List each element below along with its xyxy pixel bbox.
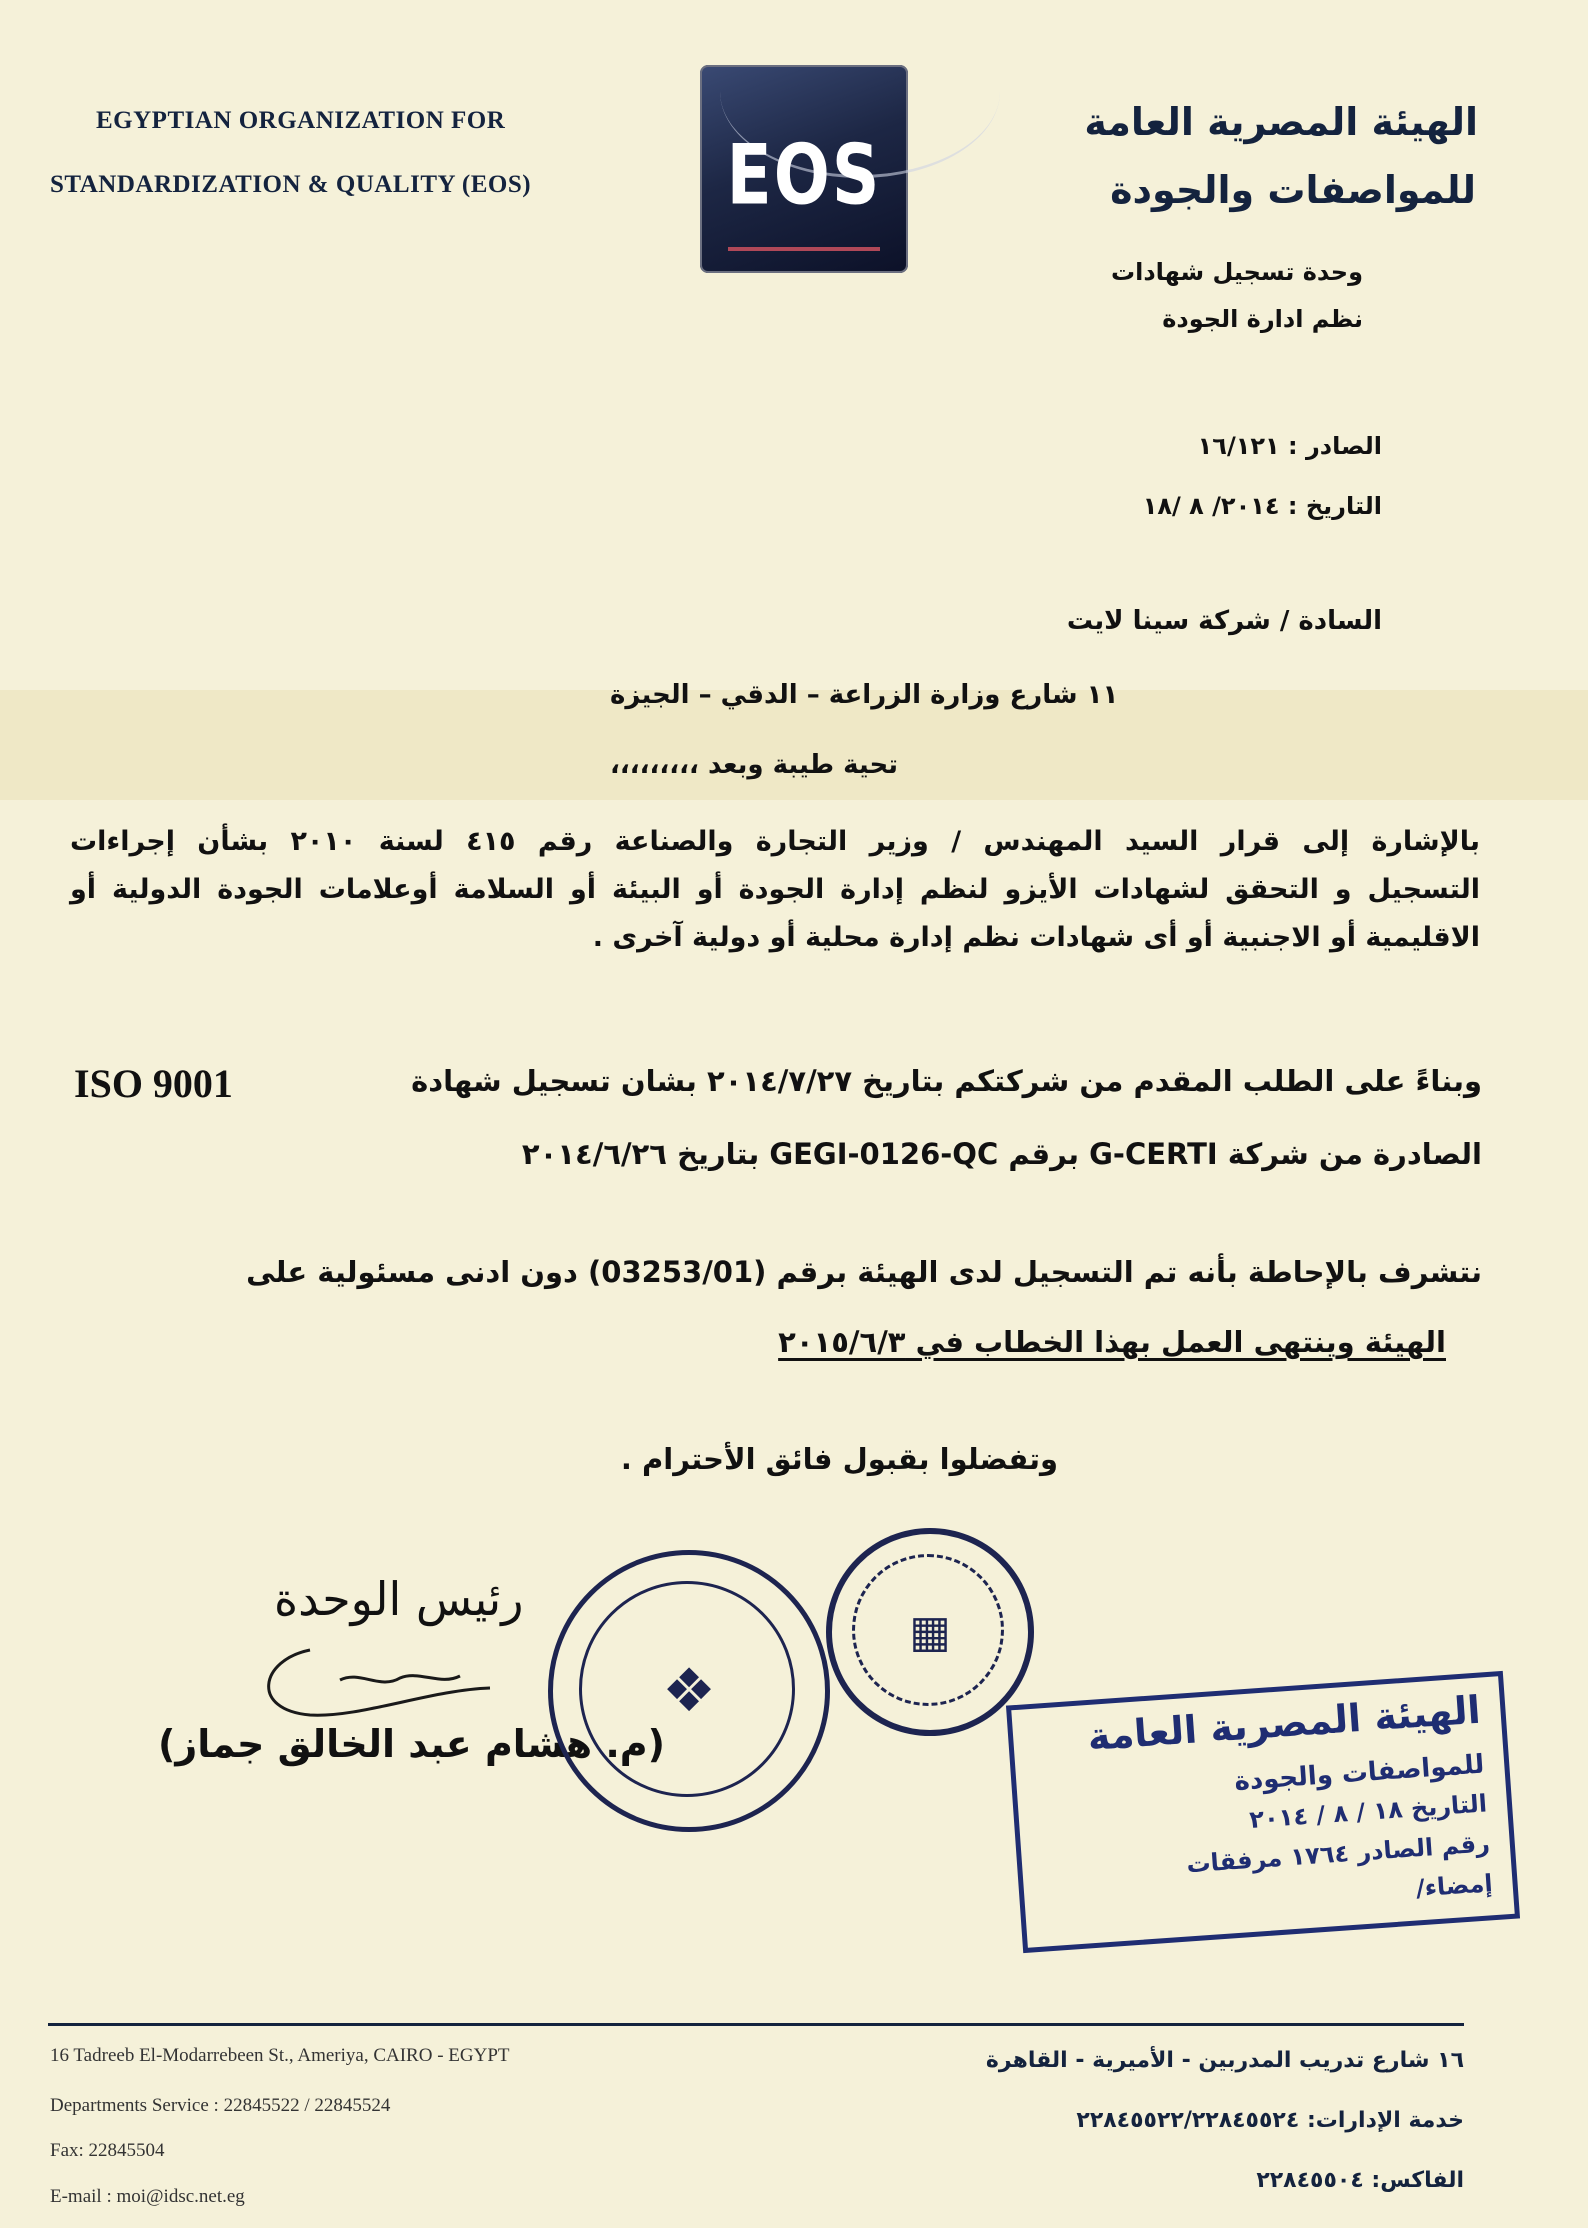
logo-text: EOS	[726, 127, 882, 224]
recipient-address: ١١ شارع وزارة الزراعة – الدقي – الجيزة	[610, 680, 1119, 710]
request-line: وبناءً على الطلب المقدم من شركتكم بتاريخ ٢٠١٤/٧/٢٧ بشان تسجيل شهادة	[411, 1064, 1482, 1098]
received-stamp	[1006, 1671, 1520, 1953]
iso-standard-label: ISO 9001	[74, 1061, 233, 1106]
unit-name-line1: وحدة تسجيل شهادات	[1110, 258, 1363, 286]
footer-fax-ar: الفاكس: ٢٢٨٤٥٥٠٤	[1256, 2168, 1464, 2193]
round-stamp	[826, 1528, 1034, 1736]
stamp-signature: إمضاء/	[1414, 1869, 1494, 1903]
org-name-english-line2: STANDARDIZATION & QUALITY (EOS)	[50, 171, 532, 198]
paragraph-line: التسجيل و التحقق لشهادات الأيزو لنظم إدارة الجودة أو البيئة أو السلامة أوعلامات الجودة الدولية أو	[70, 874, 1480, 905]
handwritten-signature	[250, 1620, 510, 1730]
letter-date: التاريخ : ٢٠١٤/ ٨ /١٨	[1142, 492, 1382, 520]
official-seal	[548, 1550, 830, 1832]
stamp-org-line1: الهيئة المصرية العامة	[1086, 1687, 1482, 1759]
stamp-org-line2: للمواصفات والجودة	[1233, 1749, 1486, 1797]
footer-service-en: Departments Service : 22845522 / 22845524	[50, 2095, 391, 2116]
stamp-date: التاريخ ١٨ / ٨ / ٢٠١٤	[1248, 1789, 1488, 1834]
footer-email-en: E-mail : moi@idsc.net.eg	[50, 2186, 245, 2207]
footer-address-en: 16 Tadreeb El-Modarrebeen St., Ameriya, CAIRO - EGYPT	[50, 2045, 510, 2066]
org-name-english-line1: EGYPTIAN ORGANIZATION FOR	[96, 107, 506, 134]
footer-divider	[48, 2023, 1464, 2026]
certificate-line: الصادرة من شركة G-CERTI برقم GEGI-0126-QC بتاريخ ٢٠١٤/٦/٢٦	[521, 1137, 1482, 1171]
org-name-arabic-line1: الهيئة المصرية العامة	[1084, 100, 1478, 144]
reference-paragraph	[70, 818, 1480, 962]
eagle-emblem-icon: ❖	[662, 1656, 716, 1726]
registration-line1: نتشرف بالإحاطة بأنه تم التسجيل لدى الهيئة برقم (03253/01) دون ادنى مسئولية على	[246, 1255, 1482, 1289]
org-name-arabic-line2: للمواصفات والجودة	[1110, 168, 1476, 212]
issued-number: الصادر : ١٦/١٢١	[1197, 432, 1382, 460]
paragraph-line: بالإشارة إلى قرار السيد المهندس / وزير التجارة والصناعة رقم ٤١٥ لسنة ٢٠١٠ بشأن إجراءات	[70, 826, 1481, 857]
org-name-english	[50, 100, 610, 228]
signatory-title: رئيس الوحدة	[274, 1572, 524, 1626]
logo-bar	[728, 247, 880, 251]
eos-logo	[700, 65, 908, 273]
signatory-name: (م. هشام عبد الخالق جماز)	[158, 1722, 665, 1766]
unit-name-line2: نظم ادارة الجودة	[1162, 305, 1363, 333]
footer-fax-en: Fax: 22845504	[50, 2140, 165, 2161]
paragraph-line: الاقليمية أو الاجنبية أو أى شهادات نظم إدارة محلية أو دولية آخرى .	[592, 922, 1480, 953]
stamp-outgoing-number: رقم الصادر ١٧٦٤ مرفقات	[1185, 1829, 1491, 1879]
registration-line2: الهيئة وينتهى العمل بهذا الخطاب في ٢٠١٥/٦/٣	[778, 1325, 1446, 1359]
footer-service-ar: خدمة الإدارات: ٢٢٨٤٥٥٢٢/٢٢٨٤٥٥٢٤	[1076, 2108, 1464, 2133]
emblem-icon: ▦	[909, 1606, 951, 1658]
recipient-name: السادة / شركة سينا لايت	[1066, 606, 1382, 636]
closing-line: وتفضلوا بقبول فائق الأحترام .	[620, 1442, 1058, 1476]
footer-address-ar: ١٦ شارع تدريب المدربين - الأميرية - القاهرة	[985, 2048, 1464, 2073]
greeting: تحية طيبة وبعد ،،،،،،،،،	[610, 750, 899, 780]
